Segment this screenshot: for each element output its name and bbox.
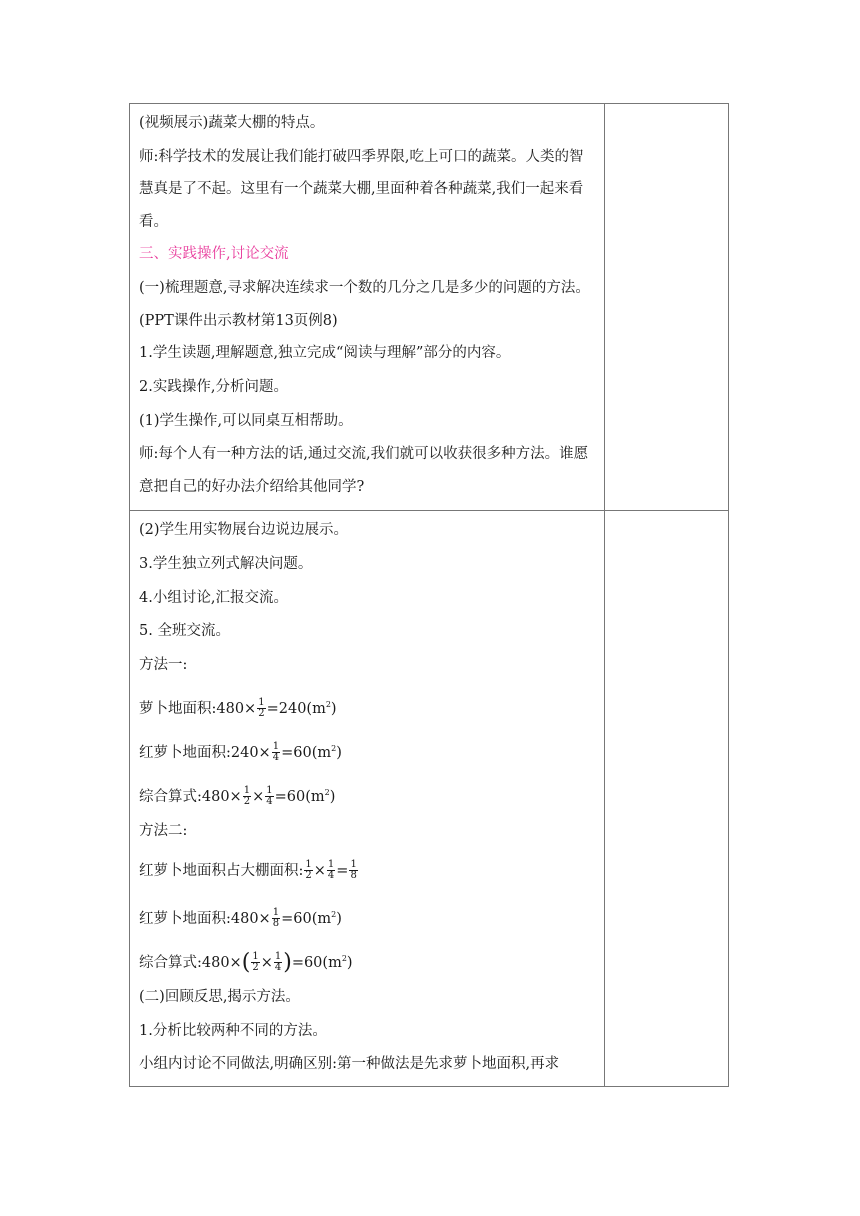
text-line: 1.分析比较两种不同的方法。 [139, 1022, 327, 1039]
denominator: 2 [252, 962, 259, 974]
text-line: 3.学生独立列式解决问题。 [139, 555, 313, 572]
superscript: 2 [331, 743, 337, 753]
superscript: 2 [324, 787, 330, 797]
equation-label: 红萝卜地面积占大棚面积: [139, 862, 304, 879]
equation-result: =240(m [266, 700, 326, 717]
table-row [130, 511, 729, 1087]
notes-cell [604, 104, 728, 511]
numerator: 1 [327, 859, 335, 871]
close-paren: ) [346, 954, 353, 971]
text-paragraph: (一)梳理题意,寻求解决连续求一个数的几分之几是多少的问题的方法。(PPT课件出示教材第13页例8) [139, 280, 590, 329]
fraction [265, 786, 273, 807]
denominator: 4 [274, 962, 282, 974]
equation-result: =60(m [291, 954, 342, 971]
equation-line [139, 683, 594, 727]
superscript: 2 [325, 699, 331, 709]
denominator: 4 [266, 796, 273, 808]
section-heading: 三、实践操作,讨论交流 [139, 246, 289, 263]
numerator: 1 [258, 697, 265, 709]
equation-label: 综合算式:480× [139, 954, 242, 971]
text-line: (二)回顾反思,揭示方法。 [139, 988, 300, 1005]
equation-result: =60(m [281, 910, 332, 927]
text-line: (2)学生用实物展台边说边展示。 [139, 522, 349, 538]
fraction [349, 860, 357, 881]
close-paren: ) [329, 788, 336, 805]
equation-line [139, 727, 594, 771]
numerator: 1 [252, 951, 259, 963]
notes-cell [604, 511, 728, 1087]
numerator: 1 [243, 785, 251, 797]
equation-result: =60(m [281, 744, 332, 761]
text-line: 1.学生读题,理解题意,独立完成“阅读与理解”部分的内容。 [139, 345, 511, 362]
times-sign: × [313, 862, 326, 879]
text-line: 4.小组讨论,汇报交流。 [139, 589, 288, 606]
fraction [274, 952, 282, 973]
equation-label: 综合算式:480× [139, 788, 242, 805]
equation-line [139, 937, 594, 981]
method-label: 方法二: [139, 822, 188, 839]
equals-sign: = [336, 862, 349, 879]
superscript: 2 [341, 953, 347, 963]
close-paren: ) [330, 700, 337, 717]
text-line: (1)学生操作,可以同桌互相帮助。 [139, 412, 353, 429]
close-paren: ) [336, 910, 342, 927]
equation-line [139, 849, 594, 893]
text-line: 小组内讨论不同做法,明确区别:第一种做法是先求萝卜地面积,再求 [139, 1056, 560, 1073]
denominator: 2 [305, 870, 312, 882]
denominator: 8 [350, 870, 357, 882]
numerator: 1 [272, 907, 280, 919]
fraction [257, 698, 265, 719]
numerator: 1 [350, 859, 357, 871]
equation-result: =60(m [274, 788, 325, 805]
numerator: 1 [266, 785, 273, 797]
times-sign: × [252, 788, 265, 805]
text-line: 2.实践操作,分析问题。 [139, 378, 288, 395]
content-cell [130, 104, 605, 511]
denominator: 2 [243, 796, 251, 808]
text-line: (视频展示)蔬菜大棚的特点。 [139, 115, 325, 131]
text-paragraph: 师:每个人有一种方法的话,通过交流,我们就可以收获很多种方法。谁愿意把自己的好办法介绍给其他同学? [139, 446, 589, 495]
denominator: 8 [272, 918, 280, 930]
text-line: 5. 全班交流。 [139, 623, 230, 640]
numerator: 1 [272, 741, 280, 753]
equation-line [139, 771, 594, 815]
fraction [272, 742, 280, 763]
equation-line [139, 893, 594, 937]
denominator: 4 [272, 752, 280, 764]
table-row [130, 104, 729, 511]
method-label: 方法一: [139, 657, 188, 674]
equation-label: 红萝卜地面积:240× [139, 744, 271, 761]
denominator: 4 [327, 870, 335, 882]
fraction [243, 786, 251, 807]
fraction [304, 860, 312, 881]
equation-label: 红萝卜地面积:480× [139, 910, 271, 927]
close-big-paren: ) [283, 949, 292, 975]
text-paragraph: 师:科学技术的发展让我们能打破四季界限,吃上可口的蔬菜。人类的智慧真是了不起。这里有一个蔬菜大棚,里面种着各种蔬菜,我们一起来看看。 [139, 148, 584, 230]
fraction [251, 952, 259, 973]
numerator: 1 [305, 859, 312, 871]
close-paren: ) [336, 744, 342, 761]
equation-label: 萝卜地面积:480× [139, 700, 257, 717]
numerator: 1 [274, 951, 282, 963]
open-big-paren: ( [241, 949, 251, 975]
denominator: 2 [258, 708, 265, 720]
times-sign: × [260, 954, 273, 971]
lesson-plan-table [129, 103, 729, 1087]
superscript: 2 [331, 909, 337, 919]
fraction [327, 860, 335, 881]
fraction [272, 908, 280, 929]
content-cell [130, 511, 605, 1087]
